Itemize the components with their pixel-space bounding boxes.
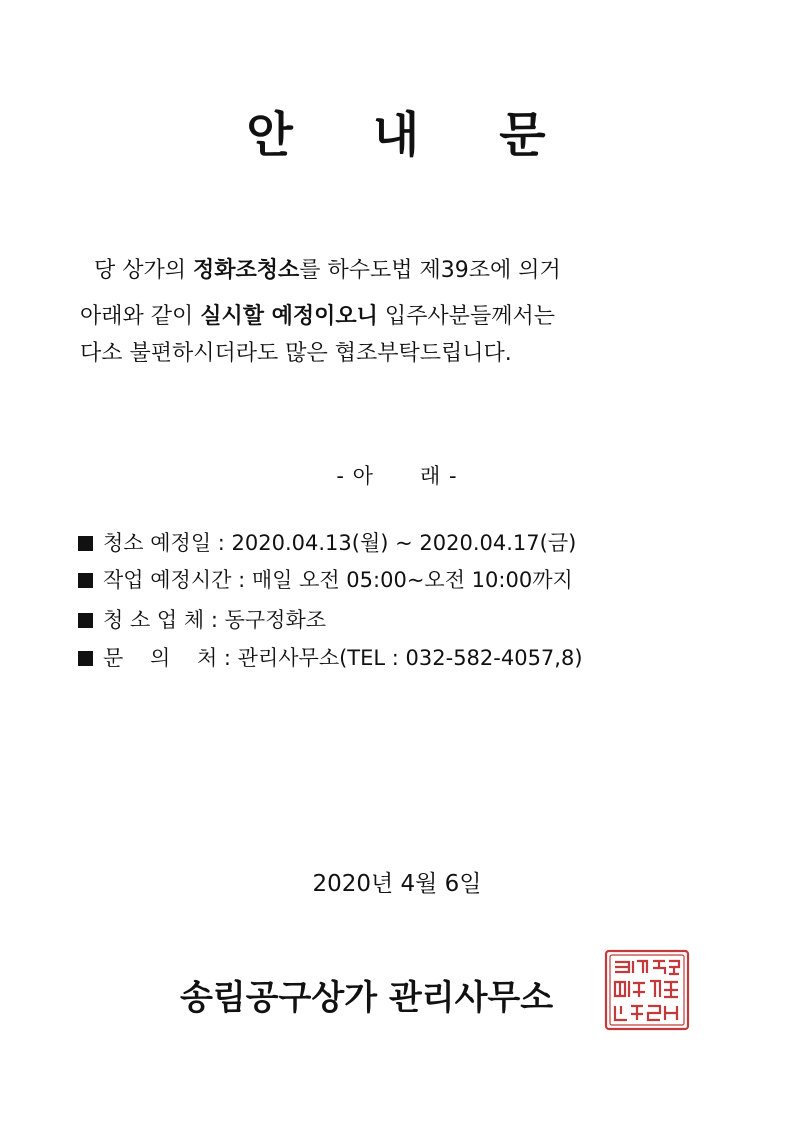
official-seal-icon — [603, 948, 691, 1032]
title-char-3: 문 — [499, 107, 548, 163]
paragraph-line-2-text-b: 입주사분들께서는 — [377, 304, 555, 329]
list-item-text: 청 소 업 체 : 동구정화조 — [103, 608, 327, 632]
paragraph-line-3: 다소 불편하시더라도 많은 협조부탁드립니다. — [80, 341, 512, 366]
paragraph-line-2-bold: 실시할 예정이오니 — [200, 304, 378, 329]
section-label: - 아 래 - — [336, 464, 458, 488]
title-char-2: 내 — [372, 107, 422, 163]
paragraph-line-1-text-b: 를 하수도법 제39조에 의거 — [299, 258, 561, 283]
list-item-text: 작업 예정시간 : 매일 오전 05:00~오전 10:00까지 — [103, 568, 573, 592]
list-item-text: 문 의 처 : 관리사무소(TEL : 032-582-4057,8) — [103, 646, 583, 670]
signature-office: 송림공구상가 관리사무소 — [180, 978, 554, 1018]
document-date: 2020년 4월 6일 — [312, 871, 482, 897]
paragraph-line-1-bold: 정화조청소 — [192, 258, 300, 283]
title-char-1: 안 — [246, 107, 295, 163]
square-bullet-icon — [78, 573, 93, 588]
page-title — [0, 96, 794, 163]
square-bullet-icon — [78, 651, 93, 666]
paragraph-line-2 — [80, 304, 720, 330]
list-item — [78, 607, 326, 633]
list-item — [78, 530, 576, 556]
list-item — [78, 645, 583, 671]
list-item-text: 청소 예정일 : 2020.04.13(월) ~ 2020.04.17(금) — [103, 531, 577, 555]
paragraph-line-2-text-a: 아래와 같이 — [80, 304, 201, 329]
paragraph-line-1 — [80, 258, 720, 284]
square-bullet-icon — [78, 613, 93, 628]
list-item — [78, 567, 573, 593]
paragraph-line-1-text-a: 당 상가의 — [80, 258, 193, 283]
square-bullet-icon — [78, 536, 93, 551]
